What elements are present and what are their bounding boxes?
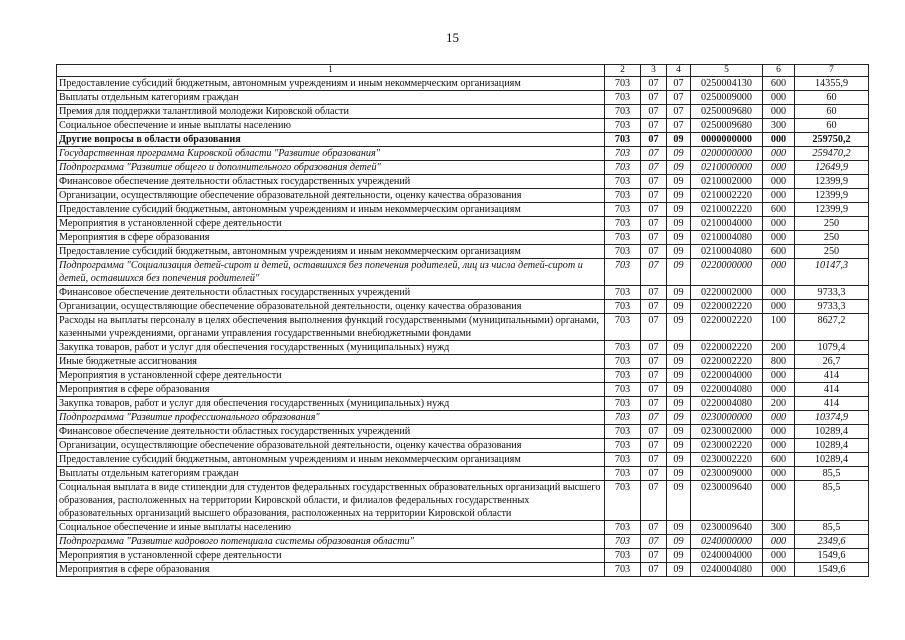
row-amount-cell: 12399,9	[795, 203, 869, 217]
row-target-article-cell: 0210004080	[691, 245, 763, 259]
row-ministry-code-cell: 703	[605, 133, 641, 147]
row-amount-cell: 1549,6	[795, 563, 869, 577]
row-subsection-cell: 09	[667, 147, 691, 161]
row-expense-type-cell: 000	[763, 147, 795, 161]
row-expense-type-cell: 000	[763, 161, 795, 175]
row-amount-cell: 250	[795, 217, 869, 231]
row-subsection-cell: 09	[667, 231, 691, 245]
row-ministry-code-cell: 703	[605, 217, 641, 231]
row-ministry-code-cell: 703	[605, 521, 641, 535]
row-name-cell: Подпрограмма "Развитие кадрового потенциала системы образования области"	[57, 535, 605, 549]
table-row	[57, 161, 869, 175]
row-target-article-cell: 0000000000	[691, 133, 763, 147]
row-amount-cell: 10289,4	[795, 439, 869, 453]
row-target-article-cell: 0230002220	[691, 453, 763, 467]
row-section-cell: 07	[641, 203, 667, 217]
row-ministry-code-cell: 703	[605, 549, 641, 563]
row-ministry-code-cell: 703	[605, 535, 641, 549]
row-expense-type-cell: 000	[763, 411, 795, 425]
row-subsection-cell: 07	[667, 119, 691, 133]
row-target-article-cell: 0210002000	[691, 175, 763, 189]
row-name-cell: Финансовое обеспечение деятельности областных государственных учреждений	[57, 286, 605, 300]
table-row	[57, 286, 869, 300]
row-ministry-code-cell: 703	[605, 369, 641, 383]
table-row	[57, 453, 869, 467]
table-row	[57, 203, 869, 217]
row-target-article-cell: 0240004000	[691, 549, 763, 563]
row-target-article-cell: 0220002000	[691, 286, 763, 300]
row-ministry-code-cell: 703	[605, 453, 641, 467]
row-section-cell: 07	[641, 105, 667, 119]
header-col-3: 3	[641, 65, 667, 77]
row-ministry-code-cell: 703	[605, 105, 641, 119]
row-section-cell: 07	[641, 369, 667, 383]
row-subsection-cell: 09	[667, 383, 691, 397]
row-ministry-code-cell: 703	[605, 467, 641, 481]
row-name-cell: Подпрограмма "Развитие профессионального образования"	[57, 411, 605, 425]
table-row	[57, 341, 869, 355]
table-row	[57, 481, 869, 521]
row-amount-cell: 414	[795, 397, 869, 411]
row-subsection-cell: 09	[667, 439, 691, 453]
row-amount-cell: 10147,3	[795, 259, 869, 286]
row-expense-type-cell: 000	[763, 231, 795, 245]
row-target-article-cell: 0210000000	[691, 161, 763, 175]
row-subsection-cell: 09	[667, 397, 691, 411]
row-section-cell: 07	[641, 563, 667, 577]
table-header-row	[57, 65, 869, 77]
row-expense-type-cell: 000	[763, 439, 795, 453]
table-row	[57, 439, 869, 453]
row-subsection-cell: 09	[667, 549, 691, 563]
row-subsection-cell: 09	[667, 521, 691, 535]
row-section-cell: 07	[641, 467, 667, 481]
row-section-cell: 07	[641, 314, 667, 341]
row-section-cell: 07	[641, 147, 667, 161]
row-expense-type-cell: 000	[763, 217, 795, 231]
row-ministry-code-cell: 703	[605, 439, 641, 453]
row-section-cell: 07	[641, 77, 667, 91]
row-expense-type-cell: 600	[763, 245, 795, 259]
row-expense-type-cell: 100	[763, 314, 795, 341]
row-target-article-cell: 0230009000	[691, 467, 763, 481]
row-amount-cell: 2349,6	[795, 535, 869, 549]
row-name-cell: Мероприятия в установленной сфере деятельности	[57, 369, 605, 383]
row-target-article-cell: 0220002220	[691, 300, 763, 314]
row-ministry-code-cell: 703	[605, 77, 641, 91]
table-row	[57, 119, 869, 133]
row-name-cell: Закупка товаров, работ и услуг для обеспечения государственных (муниципальных) нужд	[57, 397, 605, 411]
row-subsection-cell: 09	[667, 453, 691, 467]
row-name-cell: Выплаты отдельным категориям граждан	[57, 91, 605, 105]
row-subsection-cell: 07	[667, 77, 691, 91]
row-subsection-cell: 09	[667, 300, 691, 314]
row-ministry-code-cell: 703	[605, 259, 641, 286]
row-amount-cell: 85,5	[795, 521, 869, 535]
row-section-cell: 07	[641, 341, 667, 355]
row-name-cell: Организации, осуществляющие обеспечение образовательной деятельности, оценку качества образования	[57, 439, 605, 453]
row-name-cell: Мероприятия в сфере образования	[57, 383, 605, 397]
row-ministry-code-cell: 703	[605, 161, 641, 175]
row-amount-cell: 12399,9	[795, 189, 869, 203]
table-row	[57, 231, 869, 245]
row-subsection-cell: 09	[667, 203, 691, 217]
row-section-cell: 07	[641, 300, 667, 314]
row-target-article-cell: 0220002220	[691, 355, 763, 369]
row-target-article-cell: 0200000000	[691, 147, 763, 161]
row-target-article-cell: 0220004080	[691, 383, 763, 397]
row-section-cell: 07	[641, 286, 667, 300]
row-target-article-cell: 0240004080	[691, 563, 763, 577]
row-ministry-code-cell: 703	[605, 286, 641, 300]
row-name-cell: Социальное обеспечение и иные выплаты населению	[57, 119, 605, 133]
row-expense-type-cell: 000	[763, 91, 795, 105]
row-section-cell: 07	[641, 397, 667, 411]
row-section-cell: 07	[641, 231, 667, 245]
row-name-cell: Социальное обеспечение и иные выплаты населению	[57, 521, 605, 535]
row-subsection-cell: 09	[667, 175, 691, 189]
row-target-article-cell: 0210004000	[691, 217, 763, 231]
row-ministry-code-cell: 703	[605, 147, 641, 161]
table-row	[57, 383, 869, 397]
row-amount-cell: 85,5	[795, 481, 869, 521]
budget-table	[56, 64, 869, 577]
row-expense-type-cell: 600	[763, 453, 795, 467]
row-section-cell: 07	[641, 549, 667, 563]
row-subsection-cell: 09	[667, 133, 691, 147]
row-name-cell: Подпрограмма "Социализация детей-сирот и детей, оставшихся без попечения родителей, лиц из числа детей-сирот и детей, оставшихся без попечения родителей"	[57, 259, 605, 286]
row-amount-cell: 259750,2	[795, 133, 869, 147]
row-subsection-cell: 09	[667, 259, 691, 286]
table-row	[57, 175, 869, 189]
row-target-article-cell: 0250004130	[691, 77, 763, 91]
row-expense-type-cell: 300	[763, 119, 795, 133]
row-section-cell: 07	[641, 521, 667, 535]
row-amount-cell: 9733,3	[795, 300, 869, 314]
row-name-cell: Иные бюджетные ассигнования	[57, 355, 605, 369]
table-row	[57, 91, 869, 105]
row-amount-cell: 414	[795, 383, 869, 397]
table-row	[57, 397, 869, 411]
row-ministry-code-cell: 703	[605, 189, 641, 203]
table-row	[57, 77, 869, 91]
row-amount-cell: 250	[795, 231, 869, 245]
table-row	[57, 189, 869, 203]
row-expense-type-cell: 300	[763, 521, 795, 535]
row-target-article-cell: 0220004080	[691, 397, 763, 411]
row-section-cell: 07	[641, 161, 667, 175]
row-amount-cell: 26,7	[795, 355, 869, 369]
budget-table-container	[56, 64, 869, 577]
row-amount-cell: 8627,2	[795, 314, 869, 341]
row-ministry-code-cell: 703	[605, 175, 641, 189]
row-target-article-cell: 0230002220	[691, 439, 763, 453]
row-expense-type-cell: 000	[763, 133, 795, 147]
table-row	[57, 549, 869, 563]
row-name-cell: Расходы на выплаты персоналу в целях обеспечения выполнения функций государственными (муниципальными) органами, казенными учреждениями, органами управления государственными внебюджетными фондами	[57, 314, 605, 341]
row-target-article-cell: 0250009680	[691, 105, 763, 119]
row-subsection-cell: 09	[667, 161, 691, 175]
row-subsection-cell: 09	[667, 535, 691, 549]
row-expense-type-cell: 600	[763, 77, 795, 91]
row-target-article-cell: 0250009680	[691, 119, 763, 133]
row-section-cell: 07	[641, 481, 667, 521]
row-expense-type-cell: 000	[763, 259, 795, 286]
row-expense-type-cell: 000	[763, 549, 795, 563]
header-col-4: 4	[667, 65, 691, 77]
row-ministry-code-cell: 703	[605, 119, 641, 133]
page-number: 15	[446, 30, 459, 45]
row-amount-cell: 1079,4	[795, 341, 869, 355]
row-expense-type-cell: 000	[763, 189, 795, 203]
row-subsection-cell: 09	[667, 563, 691, 577]
table-row	[57, 467, 869, 481]
row-target-article-cell: 0230009640	[691, 521, 763, 535]
row-ministry-code-cell: 703	[605, 203, 641, 217]
row-amount-cell: 12649,9	[795, 161, 869, 175]
row-ministry-code-cell: 703	[605, 397, 641, 411]
table-row	[57, 105, 869, 119]
row-ministry-code-cell: 703	[605, 314, 641, 341]
row-target-article-cell: 0220002220	[691, 314, 763, 341]
row-subsection-cell: 07	[667, 105, 691, 119]
row-section-cell: 07	[641, 245, 667, 259]
table-row	[57, 133, 869, 147]
row-name-cell: Организации, осуществляющие обеспечение образовательной деятельности, оценку качества образования	[57, 300, 605, 314]
row-amount-cell: 10289,4	[795, 453, 869, 467]
row-section-cell: 07	[641, 411, 667, 425]
row-section-cell: 07	[641, 91, 667, 105]
row-expense-type-cell: 000	[763, 563, 795, 577]
row-expense-type-cell: 600	[763, 203, 795, 217]
row-name-cell: Другие вопросы в области образования	[57, 133, 605, 147]
row-expense-type-cell: 000	[763, 105, 795, 119]
header-col-7: 7	[795, 65, 869, 77]
row-amount-cell: 10374,9	[795, 411, 869, 425]
row-subsection-cell: 09	[667, 369, 691, 383]
row-subsection-cell: 09	[667, 341, 691, 355]
row-subsection-cell: 09	[667, 467, 691, 481]
table-row	[57, 369, 869, 383]
table-row	[57, 259, 869, 286]
row-target-article-cell: 0220002220	[691, 341, 763, 355]
row-subsection-cell: 09	[667, 411, 691, 425]
row-target-article-cell: 0230000000	[691, 411, 763, 425]
row-name-cell: Мероприятия в установленной сфере деятельности	[57, 549, 605, 563]
row-section-cell: 07	[641, 119, 667, 133]
table-body	[57, 77, 869, 577]
row-section-cell: 07	[641, 425, 667, 439]
table-row	[57, 425, 869, 439]
row-amount-cell: 60	[795, 105, 869, 119]
row-amount-cell: 12399,9	[795, 175, 869, 189]
row-ministry-code-cell: 703	[605, 563, 641, 577]
row-ministry-code-cell: 703	[605, 231, 641, 245]
row-expense-type-cell: 000	[763, 286, 795, 300]
row-amount-cell: 14355,9	[795, 77, 869, 91]
row-target-article-cell: 0210004080	[691, 231, 763, 245]
row-expense-type-cell: 200	[763, 397, 795, 411]
table-row	[57, 245, 869, 259]
row-expense-type-cell: 000	[763, 383, 795, 397]
row-expense-type-cell: 000	[763, 175, 795, 189]
table-row	[57, 217, 869, 231]
row-name-cell: Предоставление субсидий бюджетным, автономным учреждениям и иным некоммерческим организациям	[57, 203, 605, 217]
header-col-1: 1	[57, 65, 605, 77]
row-expense-type-cell: 000	[763, 467, 795, 481]
table-row	[57, 535, 869, 549]
row-subsection-cell: 09	[667, 481, 691, 521]
row-subsection-cell: 09	[667, 314, 691, 341]
table-row	[57, 521, 869, 535]
row-ministry-code-cell: 703	[605, 425, 641, 439]
table-row	[57, 300, 869, 314]
table-row	[57, 563, 869, 577]
row-ministry-code-cell: 703	[605, 411, 641, 425]
row-name-cell: Мероприятия в сфере образования	[57, 231, 605, 245]
table-row	[57, 147, 869, 161]
row-target-article-cell: 0210002220	[691, 203, 763, 217]
row-target-article-cell: 0250009000	[691, 91, 763, 105]
row-expense-type-cell: 000	[763, 481, 795, 521]
row-name-cell: Закупка товаров, работ и услуг для обеспечения государственных (муниципальных) нужд	[57, 341, 605, 355]
row-ministry-code-cell: 703	[605, 481, 641, 521]
row-subsection-cell: 09	[667, 189, 691, 203]
row-amount-cell: 414	[795, 369, 869, 383]
row-name-cell: Мероприятия в сфере образования	[57, 563, 605, 577]
row-subsection-cell: 09	[667, 245, 691, 259]
row-expense-type-cell: 200	[763, 341, 795, 355]
table-row	[57, 314, 869, 341]
row-subsection-cell: 07	[667, 91, 691, 105]
row-name-cell: Предоставление субсидий бюджетным, автономным учреждениям и иным некоммерческим организациям	[57, 77, 605, 91]
row-amount-cell: 9733,3	[795, 286, 869, 300]
row-name-cell: Предоставление субсидий бюджетным, автономным учреждениям и иным некоммерческим организациям	[57, 245, 605, 259]
header-col-5: 5	[691, 65, 763, 77]
row-ministry-code-cell: 703	[605, 91, 641, 105]
row-name-cell: Социальная выплата в виде стипендии для студентов федеральных государственных образовательных организаций высшего образования, расположенных на территории Кировской области, и филиалов федеральных государственных образовательных организаций высшего образования, расположенных на территории Кировской области	[57, 481, 605, 521]
table-row	[57, 411, 869, 425]
row-name-cell: Организации, осуществляющие обеспечение образовательной деятельности, оценку качества образования	[57, 189, 605, 203]
row-target-article-cell: 0220004000	[691, 369, 763, 383]
row-subsection-cell: 09	[667, 355, 691, 369]
row-name-cell: Выплаты отдельным категориям граждан	[57, 467, 605, 481]
row-ministry-code-cell: 703	[605, 383, 641, 397]
row-target-article-cell: 0230009640	[691, 481, 763, 521]
row-section-cell: 07	[641, 189, 667, 203]
row-name-cell: Мероприятия в установленной сфере деятельности	[57, 217, 605, 231]
row-amount-cell: 259470,2	[795, 147, 869, 161]
row-section-cell: 07	[641, 133, 667, 147]
row-ministry-code-cell: 703	[605, 300, 641, 314]
row-amount-cell: 1549,6	[795, 549, 869, 563]
row-section-cell: 07	[641, 383, 667, 397]
row-name-cell: Финансовое обеспечение деятельности областных государственных учреждений	[57, 425, 605, 439]
row-name-cell: Подпрограмма "Развитие общего и дополнительного образования детей"	[57, 161, 605, 175]
row-expense-type-cell: 000	[763, 425, 795, 439]
row-ministry-code-cell: 703	[605, 355, 641, 369]
row-section-cell: 07	[641, 453, 667, 467]
row-section-cell: 07	[641, 217, 667, 231]
row-subsection-cell: 09	[667, 286, 691, 300]
table-row	[57, 355, 869, 369]
row-expense-type-cell: 000	[763, 369, 795, 383]
row-target-article-cell: 0220000000	[691, 259, 763, 286]
row-section-cell: 07	[641, 439, 667, 453]
header-col-6: 6	[763, 65, 795, 77]
row-target-article-cell: 0210002220	[691, 189, 763, 203]
row-target-article-cell: 0230002000	[691, 425, 763, 439]
row-ministry-code-cell: 703	[605, 341, 641, 355]
row-amount-cell: 60	[795, 91, 869, 105]
row-amount-cell: 250	[795, 245, 869, 259]
row-section-cell: 07	[641, 175, 667, 189]
row-name-cell: Премия для поддержки талантливой молодежи Кировской области	[57, 105, 605, 119]
row-amount-cell: 60	[795, 119, 869, 133]
row-section-cell: 07	[641, 355, 667, 369]
row-name-cell: Государственная программа Кировской области "Развитие образования"	[57, 147, 605, 161]
row-target-article-cell: 0240000000	[691, 535, 763, 549]
row-section-cell: 07	[641, 259, 667, 286]
row-name-cell: Финансовое обеспечение деятельности областных государственных учреждений	[57, 175, 605, 189]
row-expense-type-cell: 000	[763, 535, 795, 549]
row-subsection-cell: 09	[667, 217, 691, 231]
row-expense-type-cell: 000	[763, 300, 795, 314]
row-subsection-cell: 09	[667, 425, 691, 439]
row-expense-type-cell: 800	[763, 355, 795, 369]
header-col-2: 2	[605, 65, 641, 77]
row-ministry-code-cell: 703	[605, 245, 641, 259]
row-amount-cell: 10289,4	[795, 425, 869, 439]
row-amount-cell: 85,5	[795, 467, 869, 481]
row-name-cell: Предоставление субсидий бюджетным, автономным учреждениям и иным некоммерческим организациям	[57, 453, 605, 467]
row-section-cell: 07	[641, 535, 667, 549]
